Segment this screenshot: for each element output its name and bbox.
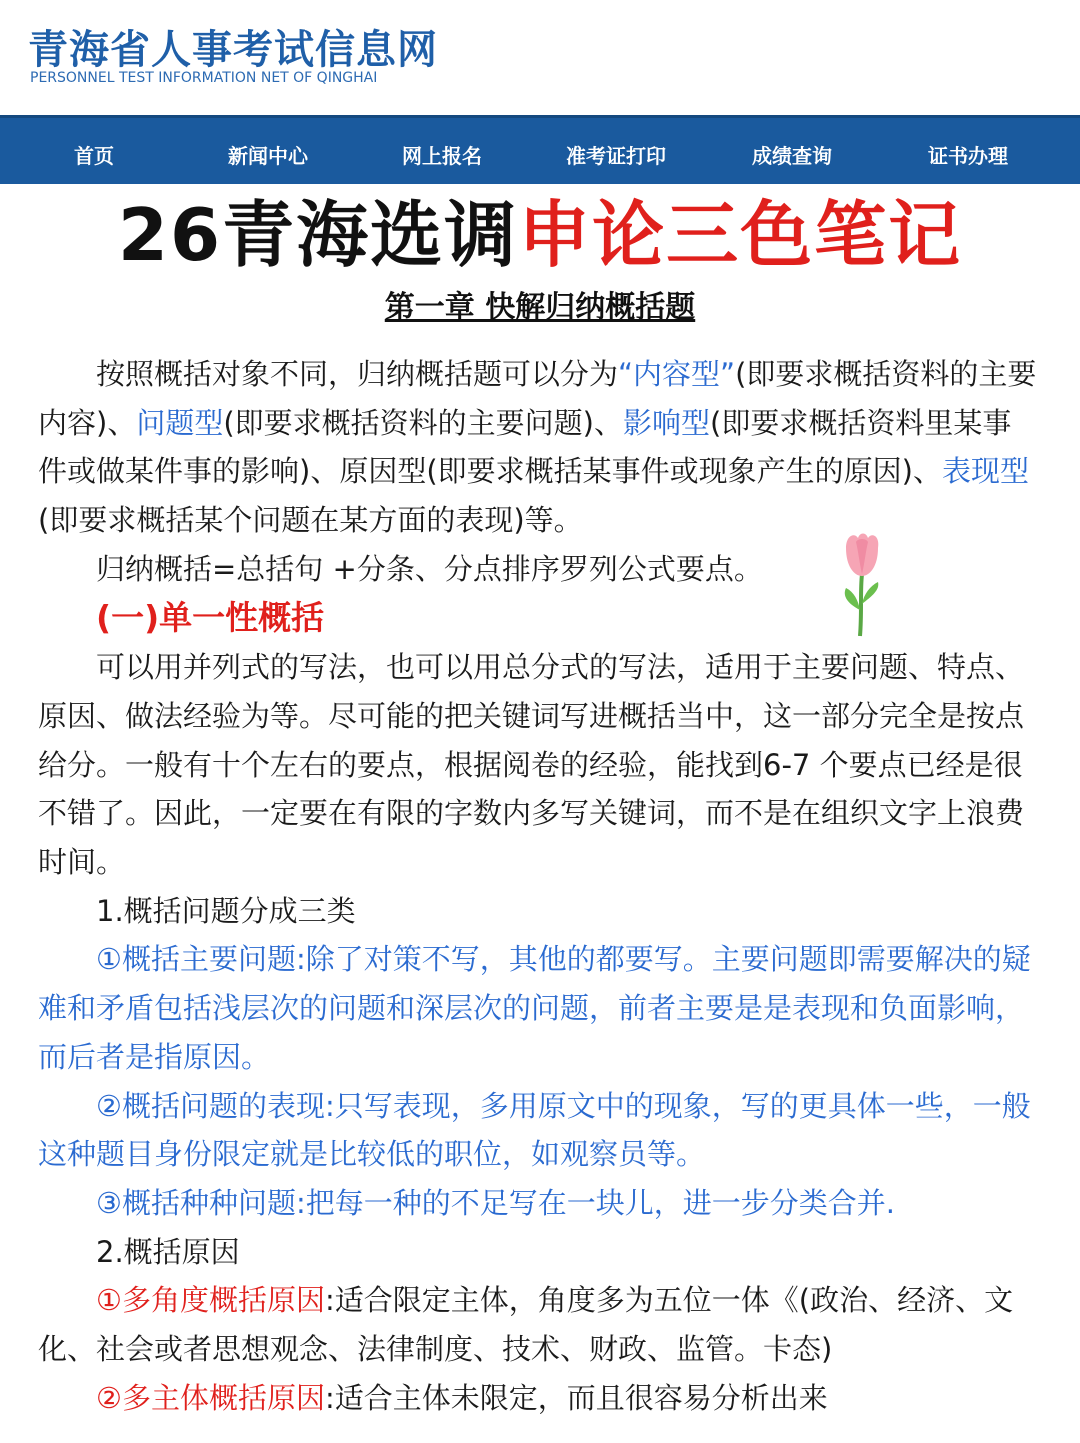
formula-line: 归纳概括=总括句 +分条、分点排序罗列公式要点。 xyxy=(96,551,763,586)
chapter-heading: 第一章 快解归纳概括题 xyxy=(384,290,696,325)
item1-point: ②概括问题的表现:只写表现，多用原文中的现象，写的更具体一些，一般这种题目身份限定就是比较低的职位，如观察员等。 xyxy=(38,1088,1031,1172)
page-title xyxy=(0,190,1080,280)
nav-certificate[interactable]: 证书办理 xyxy=(928,144,1008,168)
item1-point: ③概括种种问题:把每一种的不足写在一块儿，进一步分类合并. xyxy=(96,1185,895,1220)
nav-home[interactable]: 首页 xyxy=(74,144,114,168)
text-span: 按照概括对象不同，归纳概括题可以分为 xyxy=(96,357,619,391)
text-span: (即要求概括资料的主要问题)、 xyxy=(223,405,623,440)
keyword-content-type: “内容型” xyxy=(618,357,736,391)
site-subtitle: PERSONNEL TEST INFORMATION NET OF QINGHAI xyxy=(30,70,378,86)
site-header xyxy=(0,0,1080,115)
item2-point-text: :适合主体未限定，而且很容易分析出来 xyxy=(325,1380,828,1415)
section-heading xyxy=(38,594,1038,644)
title-black: 26青海选调 xyxy=(117,193,519,277)
item2-point xyxy=(38,1374,1038,1423)
nav-admission-ticket[interactable]: 准考证打印 xyxy=(566,144,666,168)
item2-point-label: ②多主体概括原因 xyxy=(96,1380,325,1415)
item2-point xyxy=(38,1276,1038,1373)
item1-title: 1.概括问题分成三类 xyxy=(96,893,356,928)
keyword-manifestation-type: 表现型 xyxy=(941,454,1029,489)
keyword-impact-type: 影响型 xyxy=(622,405,710,440)
keyword-problem-type: 问题型 xyxy=(136,405,224,440)
site-title[interactable]: 青海省人事考试信息网 xyxy=(28,27,438,73)
item2-title: 2.概括原因 xyxy=(96,1234,240,1269)
nav-bar xyxy=(0,115,1080,184)
text-span: (即要求概括资料的主要内容)、 xyxy=(38,357,1037,440)
section-title: (一)单一性概括 xyxy=(96,597,325,637)
text-span: (即要求概括资料里某事件或做某件事的影响)、原因型(即要求概括某事件或现象产生的原因)、 xyxy=(38,405,1012,489)
paragraph-intro xyxy=(38,350,1038,545)
item2-point-label: ①多角度概括原因 xyxy=(96,1283,325,1318)
text-span: (即要求概括某个问题在某方面的表现)等。 xyxy=(38,503,583,538)
nav-score[interactable]: 成绩查询 xyxy=(752,144,832,168)
nav-news[interactable]: 新闻中心 xyxy=(228,144,308,168)
item1-point: ①概括主要问题:除了对策不写，其他的都要写。主要问题即需要解决的疑难和矛盾包括浅层次的问题和深层次的问题，前者主要是是表现和负面影响，而后者是指原因。 xyxy=(38,942,1031,1074)
item2-point-text: :适合限定主体，角度多为五位一体《(政治、经济、文化、社会或者思想观念、法律制度、技术、财政、监管。卡态) xyxy=(38,1283,1014,1367)
nav-register[interactable]: 网上报名 xyxy=(402,144,482,168)
paragraph-single: 可以用并列式的写法，也可以用总分式的写法，适用于主要问题、特点、原因、做法经验为等。尽可能的把关键词写进概括当中，这一部分完全是按点给分。一般有十个左右的要点，根据阅卷的经验，能找到6-7 个要点已经是很不错了。因此，一定要在有限的字数内多写关键词，而不是在组织文字上浪费时间。 xyxy=(38,650,1025,880)
title-red: 申论三色笔记 xyxy=(518,193,963,277)
article-body xyxy=(38,350,1038,1422)
